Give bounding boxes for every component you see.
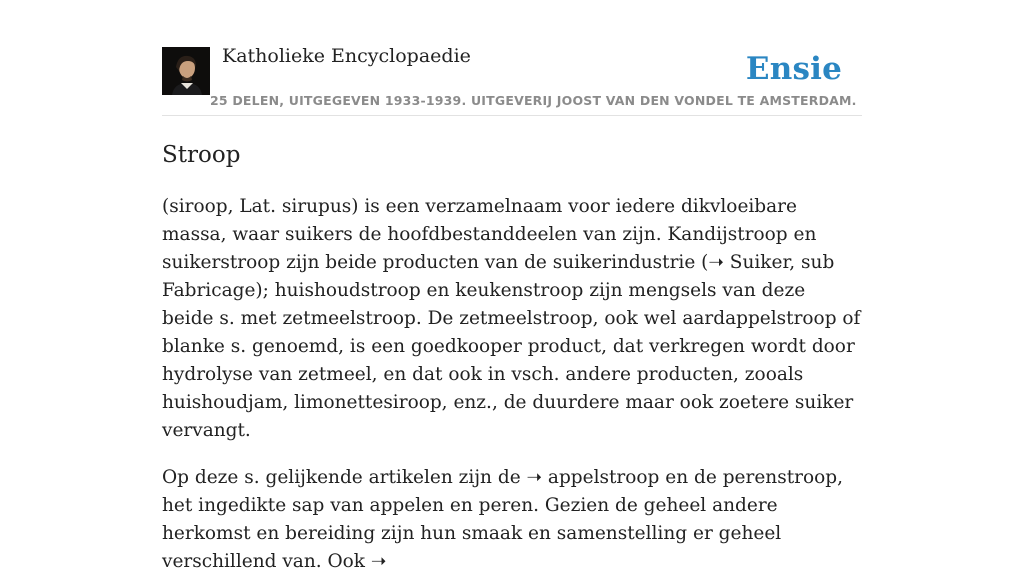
link-suiker[interactable] bbox=[708, 252, 789, 273]
paragraph-text: , sub Fabricage); huishoudstroop en keukenstroop zijn mengsels van deze beide s. met zetmeelstroop. De zetmeelstroop, ook wel aardappelstroop of blanke s. genoemd, is een goedkooper product, dat verkregen wordt door hydrolyse van zetmeel, en dat ook in vsch. andere producten, zooals huishoudjam, limonettesiroop, enz., de duurdere maar ook zoetere suiker vervangt. bbox=[162, 252, 861, 441]
link-appelstroop[interactable] bbox=[527, 467, 660, 488]
link-next[interactable] bbox=[371, 551, 387, 572]
paragraph-text: (siroop, Lat. sirupus) is een verzamelnaam voor iedere dikvloeibare massa, waar suikers de hoofdbestanddeelen van zijn. Kandijstroop en suikerstroop zijn beide producten van de suikerindustrie ( bbox=[162, 196, 817, 273]
paragraph-text: Op deze s. gelijkende artikelen zijn de bbox=[162, 467, 527, 488]
page bbox=[162, 0, 862, 576]
source-title[interactable]: Katholieke Encyclopaedie bbox=[222, 45, 471, 67]
arrow-icon: ➝ bbox=[526, 467, 543, 488]
portrait-avatar-icon[interactable] bbox=[162, 47, 210, 95]
link-label: Suiker bbox=[723, 252, 790, 273]
paragraph-2 bbox=[162, 464, 862, 576]
brand-logo-link[interactable]: Ensie bbox=[745, 51, 842, 87]
header bbox=[162, 0, 862, 116]
link-label: appelstroop bbox=[542, 467, 660, 488]
entry-title: Stroop bbox=[162, 142, 241, 168]
source-subtitle: 25 DELEN, UITGEGEVEN 1933-1939. UITGEVERIJ JOOST VAN DEN VONDEL TE AMSTERDAM. bbox=[210, 93, 857, 108]
arrow-icon: ➝ bbox=[370, 551, 387, 572]
arrow-icon: ➝ bbox=[708, 252, 724, 273]
paragraph-1 bbox=[162, 193, 862, 445]
paragraph-text: en de perenstroop, het ingedikte sap van appelen en peren. Gezien de geheel andere herkomst en bereiding zijn hun smaak en samenstelling er geheel verschillend van. Ook bbox=[162, 467, 843, 572]
